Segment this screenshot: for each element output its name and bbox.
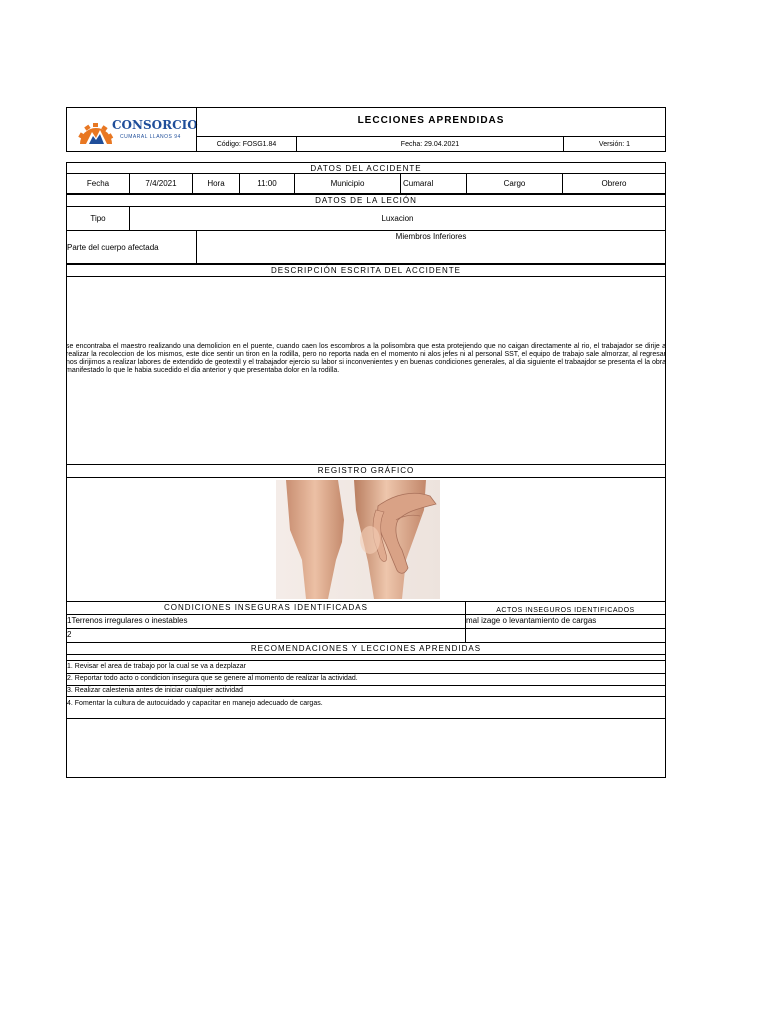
hora-value: 11:00 [239, 173, 295, 194]
company-logo [76, 116, 198, 146]
cargo-label: Cargo [466, 173, 563, 194]
acto-row-2 [465, 628, 666, 643]
section-registro-title: REGISTRO GRÁFICO [66, 464, 666, 478]
tipo-label: Tipo [66, 206, 130, 231]
recomendacion-4: 4. Fomentar la cultura de autocuidado y capacitar en manejo adecuado de cargas. [67, 700, 323, 707]
section-recomendaciones-title: RECOMENDACIONES Y LECCIONES APRENDIDAS [66, 642, 666, 655]
condicion-row-2 [66, 628, 466, 643]
form-code [196, 136, 297, 152]
section-lesion-title: DATOS DE LA LECIÓN [66, 194, 666, 207]
municipio-label: Municipio [294, 173, 401, 194]
hora-label: Hora [192, 173, 240, 194]
section-accidente-title: DATOS DEL ACCIDENTE [66, 162, 666, 174]
cargo-value: Obrero [562, 173, 666, 194]
parte-value: Miembros Inferiores [395, 232, 467, 241]
condiciones-title: CONDICIONES INSEGURAS IDENTIFICADAS [66, 601, 466, 615]
knee-photo [276, 480, 440, 599]
recomendacion-3: 3. Realizar calestenia antes de iniciar cualquier actividad [67, 687, 243, 694]
logo-subtitle: CUMARAL LLANOS 94 [120, 134, 181, 140]
acto-1: mal izage o levantamiento de cargas [466, 616, 597, 625]
section-descripcion-title: DESCRIPCIÓN ESCRITA DEL ACCIDENTE [66, 264, 666, 277]
parte-label: Parte del cuerpo afectada [67, 243, 159, 252]
form-version-text: Versión: 1 [598, 140, 631, 148]
fecha-value: 7/4/2021 [129, 173, 193, 194]
recomendacion-1: 1. Revisar el area de trabajo por la cual se va a dezplazar [67, 663, 246, 670]
recomendacion-2: 2. Reportar todo acto o condicion insegura que se genere al momento de realizar la actividad. [67, 675, 358, 682]
recomendaciones-blank [66, 718, 666, 778]
page-title: LECCIONES APRENDIDAS [357, 115, 505, 126]
form-date [296, 136, 564, 152]
condicion-2: 2 [67, 630, 72, 639]
condicion-1: 1Terrenos irregulares o inestables [67, 616, 188, 625]
logo-name: CONSORCIO [112, 118, 198, 132]
form-date-text: Fecha: 29.04.2021 [400, 140, 460, 148]
form-code-text: Código: FOSG1.84 [216, 140, 277, 148]
actos-title-text: ACTOS INSEGUROS IDENTIFICADOS [496, 607, 635, 614]
descripcion-text: se encontraba el maestro realizando una demolicion en el puente, cuando caen los escombros a la polisombra que esta protejiendo que no caigan directamente al rio, el trabajador se dirije a realizar la recoleccion de los mismos, este dice sentir un tiron en la rodilla, pero no reporta nada en el momento ni alos jefes ni al personal SST, el equipo de trabajo sale almorzar, al regresar nos dirijimos a realizar labores de extendido de geotextil y el trabajador ejercio su labor si inconvenientes y en buenas condiciones generales, al dia siguiente el trabaajdor se presenta el la obra manifestado lo que le habia sucedido el dia anterior y que presentaba dolor en la rodilla. [66, 343, 666, 374]
tipo-value: Luxacion [129, 206, 666, 231]
municipio-value: Cumaral [400, 173, 467, 194]
actos-title [465, 601, 666, 615]
fecha-label: Fecha [66, 173, 130, 194]
form-version [563, 136, 666, 152]
gear-logo-icon [76, 118, 116, 146]
